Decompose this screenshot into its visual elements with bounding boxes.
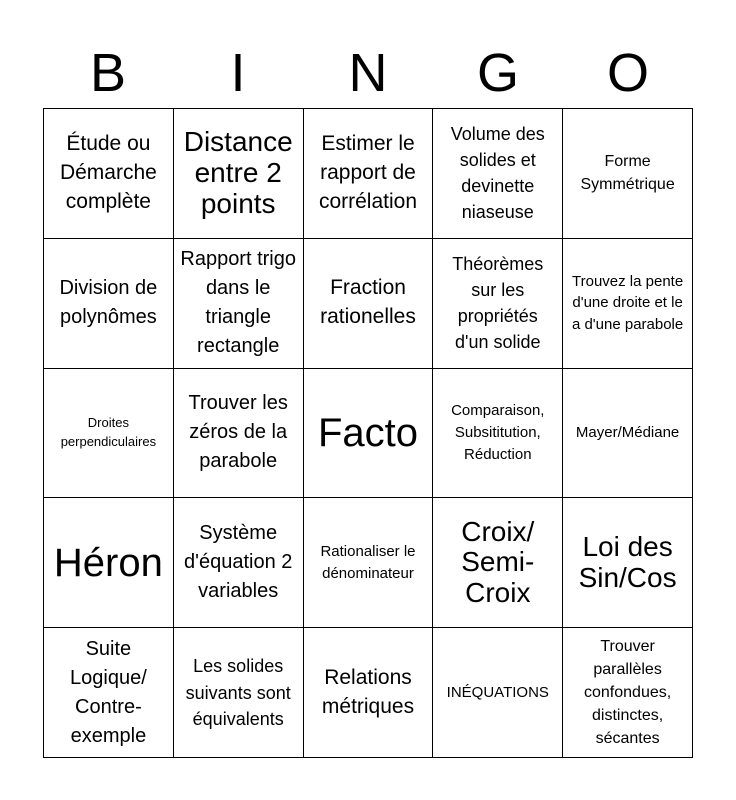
bingo-cell-4-1[interactable] <box>44 498 174 628</box>
bingo-cell-1-4[interactable] <box>433 109 563 239</box>
bingo-cell-5-3[interactable] <box>304 628 434 758</box>
header-letter-n: N <box>348 43 388 103</box>
header-letter-g: G <box>476 43 519 103</box>
cell-label: Distance entre 2 points <box>183 126 293 219</box>
cell-label: Droites perpendiculaires <box>60 415 157 449</box>
bingo-cell-2-1[interactable] <box>44 239 174 369</box>
header-letter-i: I <box>230 43 246 103</box>
cell-label: Relations métriques <box>321 665 415 718</box>
bingo-cell-2-2[interactable] <box>174 239 304 369</box>
cell-label: Trouver parallèles confondues, distinctes, sécantes <box>584 637 672 748</box>
header-letter-b: B <box>89 43 127 103</box>
cell-label: Héron <box>53 540 163 585</box>
bingo-cell-1-2[interactable] <box>174 109 304 239</box>
bingo-cell-2-4[interactable] <box>433 239 563 369</box>
cell-label: Loi des Sin/Cos <box>578 530 677 593</box>
bingo-cell-3-2[interactable] <box>174 369 304 499</box>
bingo-cell-4-5[interactable] <box>563 498 693 628</box>
bingo-cell-4-3[interactable] <box>304 498 434 628</box>
cell-label: Estimer le rapport de corrélation <box>318 131 418 213</box>
cell-label: Les solides suivants sont équivalents <box>185 656 291 729</box>
bingo-cell-5-5[interactable] <box>563 628 693 758</box>
bingo-cell-4-2[interactable] <box>174 498 304 628</box>
cell-label: Système d'équation 2 variables <box>184 522 293 603</box>
bingo-cell-1-5[interactable] <box>563 109 693 239</box>
bingo-cell-5-1[interactable] <box>44 628 174 758</box>
cell-label: Forme Symmétrique <box>580 153 675 194</box>
cell-label: Trouvez la pente d'une droite et le a d'une parabole <box>571 272 684 334</box>
cell-label: Étude ou Démarche complète <box>59 131 157 213</box>
bingo-cell-3-3[interactable] <box>304 369 434 499</box>
bingo-cell-5-2[interactable] <box>174 628 304 758</box>
cell-label: Division de polynômes <box>59 277 158 329</box>
bingo-cell-1-1[interactable] <box>44 109 174 239</box>
bingo-cell-2-5[interactable] <box>563 239 693 369</box>
bingo-cell-3-1[interactable] <box>44 369 174 499</box>
cell-label: Facto <box>317 410 419 455</box>
cell-label: Théorèmes sur les propriétés d'un solide <box>452 254 544 353</box>
cell-label: Mayer/Médiane <box>575 424 680 442</box>
cell-label: Croix/ Semi-Croix <box>461 515 535 609</box>
cell-label: Trouver les zéros de la parabole <box>188 392 288 473</box>
cell-label: Suite Logique/ Contre-exemple <box>70 637 147 747</box>
cell-label: Rationaliser le dénominateur <box>320 543 416 582</box>
bingo-board <box>43 108 693 758</box>
header-letter-o: O <box>606 43 649 103</box>
bingo-cell-2-3[interactable] <box>304 239 434 369</box>
cell-label: Volume des solides et devinette niaseuse <box>450 124 545 223</box>
bingo-cell-3-4[interactable] <box>433 369 563 499</box>
cell-label: Fraction rationelles <box>320 276 416 329</box>
bingo-cell-3-5[interactable] <box>563 369 693 499</box>
cell-label: Comparaison, Subsititution, Réduction <box>451 402 545 463</box>
cell-label: Rapport trigo dans le triangle rectangle <box>180 248 296 358</box>
bingo-header <box>43 38 693 108</box>
bingo-cell-4-4[interactable] <box>433 498 563 628</box>
bingo-cell-1-3[interactable] <box>304 109 434 239</box>
cell-label: INÉQUATIONS <box>446 683 549 701</box>
bingo-cell-5-4[interactable] <box>433 628 563 758</box>
